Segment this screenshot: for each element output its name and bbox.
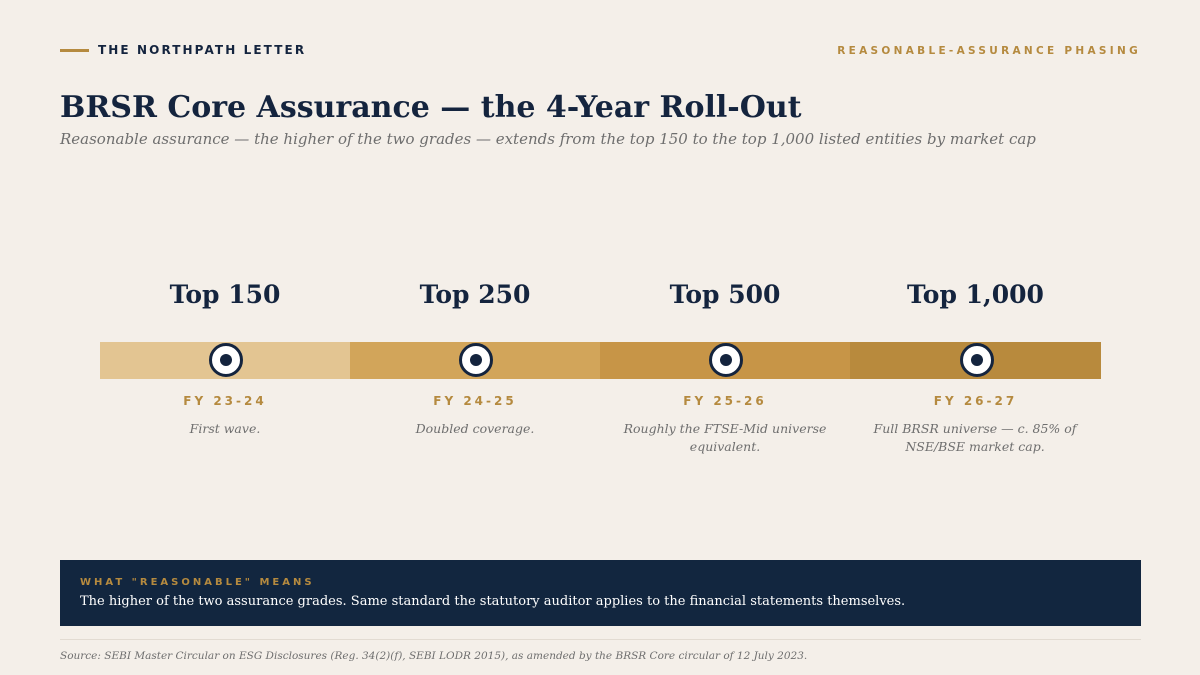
- marker-dot: [720, 354, 732, 366]
- brand: [60, 43, 306, 57]
- phase-description: Roughly the FTSE-Mid universe equivalent.: [623, 421, 827, 454]
- phase-2: [350, 280, 600, 480]
- phase-year: FY 24-25: [433, 394, 517, 408]
- phase-1: [100, 280, 350, 480]
- marker-dot: [220, 354, 232, 366]
- phase-description: First wave.: [189, 421, 261, 436]
- page-title: BRSR Core Assurance — the 4-Year Roll-Out: [60, 90, 802, 125]
- brand-rule: [60, 49, 89, 52]
- phase-description: Full BRSR universe — c. 85% of NSE/BSE market cap.: [873, 421, 1077, 454]
- source-note: Source: SEBI Master Circular on ESG Disclosures (Reg. 34(2)(f), SEBI LODR 2015), as amended by the BRSR Core circular of 12 July 2023.: [60, 650, 808, 662]
- rollout-timeline: [100, 280, 1101, 480]
- phase-3: [600, 280, 850, 480]
- brand-name: THE NORTHPATH LETTER: [98, 43, 307, 57]
- top-bar: [60, 43, 1141, 59]
- milestone-marker-icon: [459, 343, 493, 377]
- milestone-marker-icon: [960, 343, 994, 377]
- marker-dot: [971, 354, 983, 366]
- footer-divider: [60, 639, 1141, 640]
- definition-callout: [60, 560, 1141, 626]
- phase-year: FY 23-24: [183, 394, 267, 408]
- callout-label: WHAT "REASONABLE" MEANS: [80, 577, 315, 588]
- callout-body: The higher of the two assurance grades. Same standard the statutory auditor applies to the financial statements themselves.: [80, 594, 906, 609]
- milestone-marker-icon: [709, 343, 743, 377]
- phase-year: FY 26-27: [933, 394, 1018, 408]
- milestone-marker-icon: [209, 343, 243, 377]
- phase-heading: Top 250: [419, 280, 531, 309]
- phase-heading: Top 150: [169, 280, 281, 309]
- marker-dot: [470, 354, 482, 366]
- phase-4: [850, 280, 1101, 480]
- phase-heading: Top 1,000: [907, 280, 1044, 309]
- phase-description: Doubled coverage.: [415, 421, 535, 436]
- phase-heading: Top 500: [669, 280, 781, 309]
- page-subtitle: Reasonable assurance — the higher of the two grades — extends from the top 150 to the top 1,000 listed entities by market cap: [60, 130, 1036, 148]
- phase-year: FY 25-26: [683, 394, 767, 408]
- section-eyebrow: REASONABLE-ASSURANCE PHASING: [837, 45, 1141, 57]
